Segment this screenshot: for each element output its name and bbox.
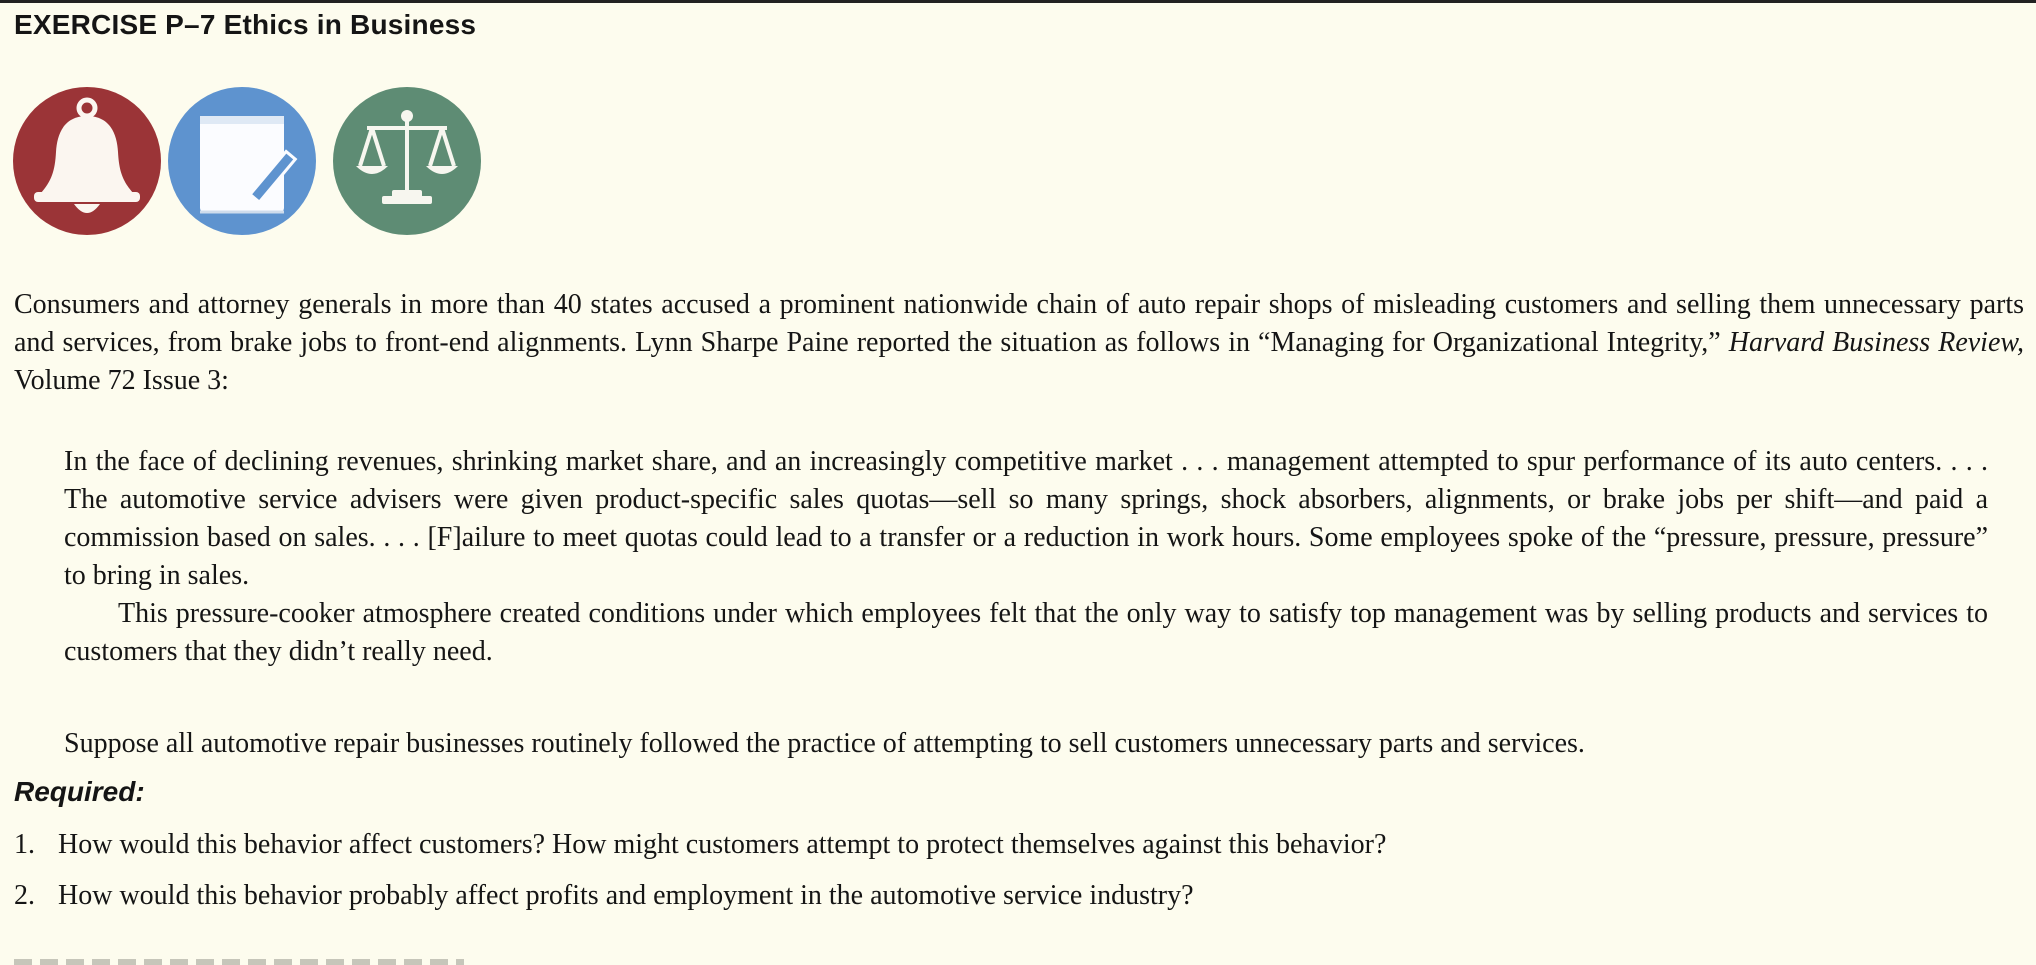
quote-paragraph-1: In the face of declining revenues, shrinking market share, and an increasingly competitive market . . . management attempted to spur performance of its auto centers. . . . The automotive service advisers were given product-specific sales quotas—sell so many springs, shock absorbers, alignments, or brake jobs per shift—and paid a commission based on sales. . . . [F]ailure to meet quotas could lead to a transfer or a reduction in work hours. Some employees spoke of the “pressure, pressure, pressure” to bring in sales.: [64, 446, 1988, 591]
intro-text: Consumers and attorney generals in more than 40 states accused a prominent nationwide chain of auto repair shops of misleading customers and selling them unnecessary parts and services, from brake jobs to front-end alignments. Lynn Sharpe Paine reported the situation as follows in “Managing for Organizational Integrity,”: [14, 289, 2024, 358]
suppose-statement: Suppose all automotive repair businesses routinely followed the practice of attempting to sell customers unnecessary parts and services.: [64, 728, 1585, 759]
question-1: [14, 826, 1386, 864]
journal-name: Harvard Business Review,: [1728, 327, 2024, 358]
intro-text-end: Volume 72 Issue 3:: [14, 365, 229, 396]
cropped-text-remnant: [14, 959, 464, 965]
question-2-number: 2.: [14, 880, 35, 911]
question-2: [14, 877, 1194, 915]
required-heading: Required:: [14, 776, 145, 807]
intro-paragraph: [14, 286, 2024, 400]
question-1-number: 1.: [14, 829, 35, 860]
question-1-text: How would this behavior affect customers? How might customers attempt to protect themselves against this behavior?: [58, 829, 1387, 860]
balance-scale-icon: [332, 86, 482, 236]
exercise-title: EXERCISE P–7 Ethics in Business: [14, 9, 477, 40]
bell-icon: [12, 86, 162, 236]
quote-paragraph-2: This pressure-cooker atmosphere created conditions under which employees felt that the only way to satisfy top management was by selling products and services to customers that they didn’t really need.: [64, 598, 1988, 667]
block-quote: [64, 443, 1988, 671]
notebook-pencil-icon: [167, 86, 317, 236]
question-2-text: How would this behavior probably affect profits and employment in the automotive service industry?: [58, 880, 1194, 911]
